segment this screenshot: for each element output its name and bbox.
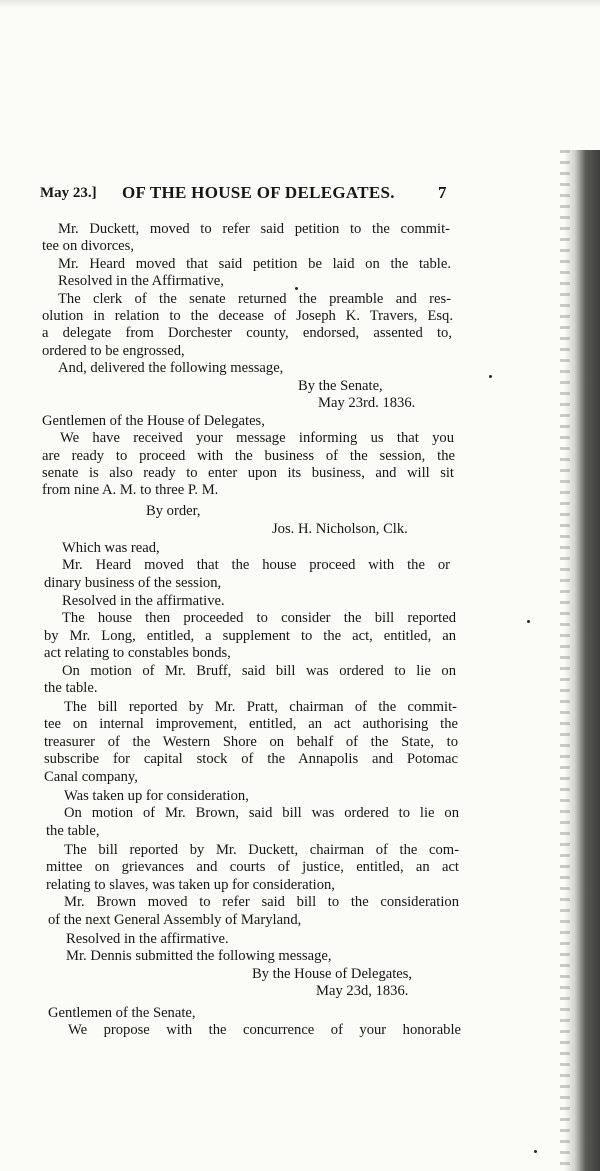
text-line: ordered to be engrossed, — [42, 343, 185, 359]
text-line: The house then proceeded to consider the bill reported — [62, 610, 456, 626]
binding-speckle — [560, 150, 570, 1171]
text-line: And, delivered the following message, — [58, 360, 284, 376]
text-line: Gentlemen of the Senate, — [48, 1005, 196, 1021]
text-line: relating to slaves, was taken up for consideration, — [46, 877, 335, 893]
text-line: Resolved in the Affirmative, — [58, 273, 224, 289]
running-head-title: OF THE HOUSE OF DELEGATES. — [122, 183, 395, 202]
text-line: Was taken up for consideration, — [64, 788, 249, 804]
text-line: the table. — [44, 680, 98, 696]
text-line: Which was read, — [62, 540, 160, 556]
text-line: On motion of Mr. Brown, said bill was ordered to lie on — [64, 805, 459, 821]
text-line: a delegate from Dorchester county, endorsed, assented to, — [42, 325, 452, 341]
text-line: May 23rd. 1836. — [318, 395, 416, 411]
ink-speck — [527, 620, 530, 623]
text-line: subscribe for capital stock of the Annapolis and Potomac — [44, 751, 458, 767]
ink-speck — [295, 287, 298, 290]
text-line: act relating to constables bonds, — [44, 645, 231, 661]
text-line: The bill reported by Mr. Pratt, chairman of the commit- — [64, 699, 457, 715]
ink-speck — [489, 375, 492, 378]
text-line: Mr. Brown moved to refer said bill to the consideration — [64, 894, 459, 910]
text-line: By the House of Delegates, — [252, 966, 413, 982]
text-line: by Mr. Long, entitled, a supplement to the act, entitled, an — [44, 628, 456, 644]
text-line: By order, — [146, 503, 201, 519]
ink-speck — [534, 1150, 537, 1153]
running-head-date: May 23.] — [40, 185, 97, 201]
text-line: olution in relation to the decease of Joseph K. Travers, Esq. — [42, 308, 453, 324]
text-line: tee on internal improvement, entitled, an act authorising the — [44, 716, 458, 732]
text-line: Mr. Heard moved that the house proceed with the or — [62, 557, 450, 573]
page-number: 7 — [438, 183, 447, 202]
text-line: May 23d, 1836. — [316, 983, 409, 999]
text-line: On motion of Mr. Bruff, said bill was ordered to lie on — [62, 663, 456, 679]
text-line: tee on divorces, — [42, 238, 134, 254]
text-line: Gentlemen of the House of Delegates, — [42, 413, 265, 429]
text-line: the table, — [46, 823, 100, 839]
text-line: treasurer of the Western Shore on behalf of the State, to — [44, 734, 458, 750]
text-line: The bill reported by Mr. Duckett, chairman of the com- — [64, 842, 459, 858]
text-line: Resolved in the affirmative. — [62, 593, 225, 609]
text-line: By the Senate, — [298, 378, 383, 394]
text-line: Mr. Duckett, moved to refer said petition to the commit- — [58, 221, 450, 237]
text-line: of the next General Assembly of Maryland, — [48, 912, 302, 928]
running-head — [40, 183, 460, 209]
text-line: We have received your message informing us that you — [60, 430, 454, 446]
text-line: Mr. Heard moved that said petition be laid on the table. — [58, 256, 451, 272]
text-line: Jos. H. Nicholson, Clk. — [272, 521, 408, 537]
text-line: from nine A. M. to three P. M. — [42, 482, 219, 498]
text-line: Mr. Dennis submitted the following message, — [66, 948, 332, 964]
text-line: senate is also ready to enter upon its business, and will sit — [42, 465, 454, 481]
text-line: The clerk of the senate returned the preamble and res- — [58, 291, 451, 307]
text-line: Canal company, — [44, 769, 138, 785]
text-line: dinary business of the session, — [44, 575, 222, 591]
scan-top-edge — [0, 0, 600, 8]
text-line: are ready to proceed with the business of the session, the — [42, 448, 455, 464]
text-line: We propose with the concurrence of your honorable — [68, 1022, 461, 1038]
text-line: Resolved in the affirmative. — [66, 931, 229, 947]
text-line: mittee on grievances and courts of justice, entitled, an act — [46, 859, 459, 875]
